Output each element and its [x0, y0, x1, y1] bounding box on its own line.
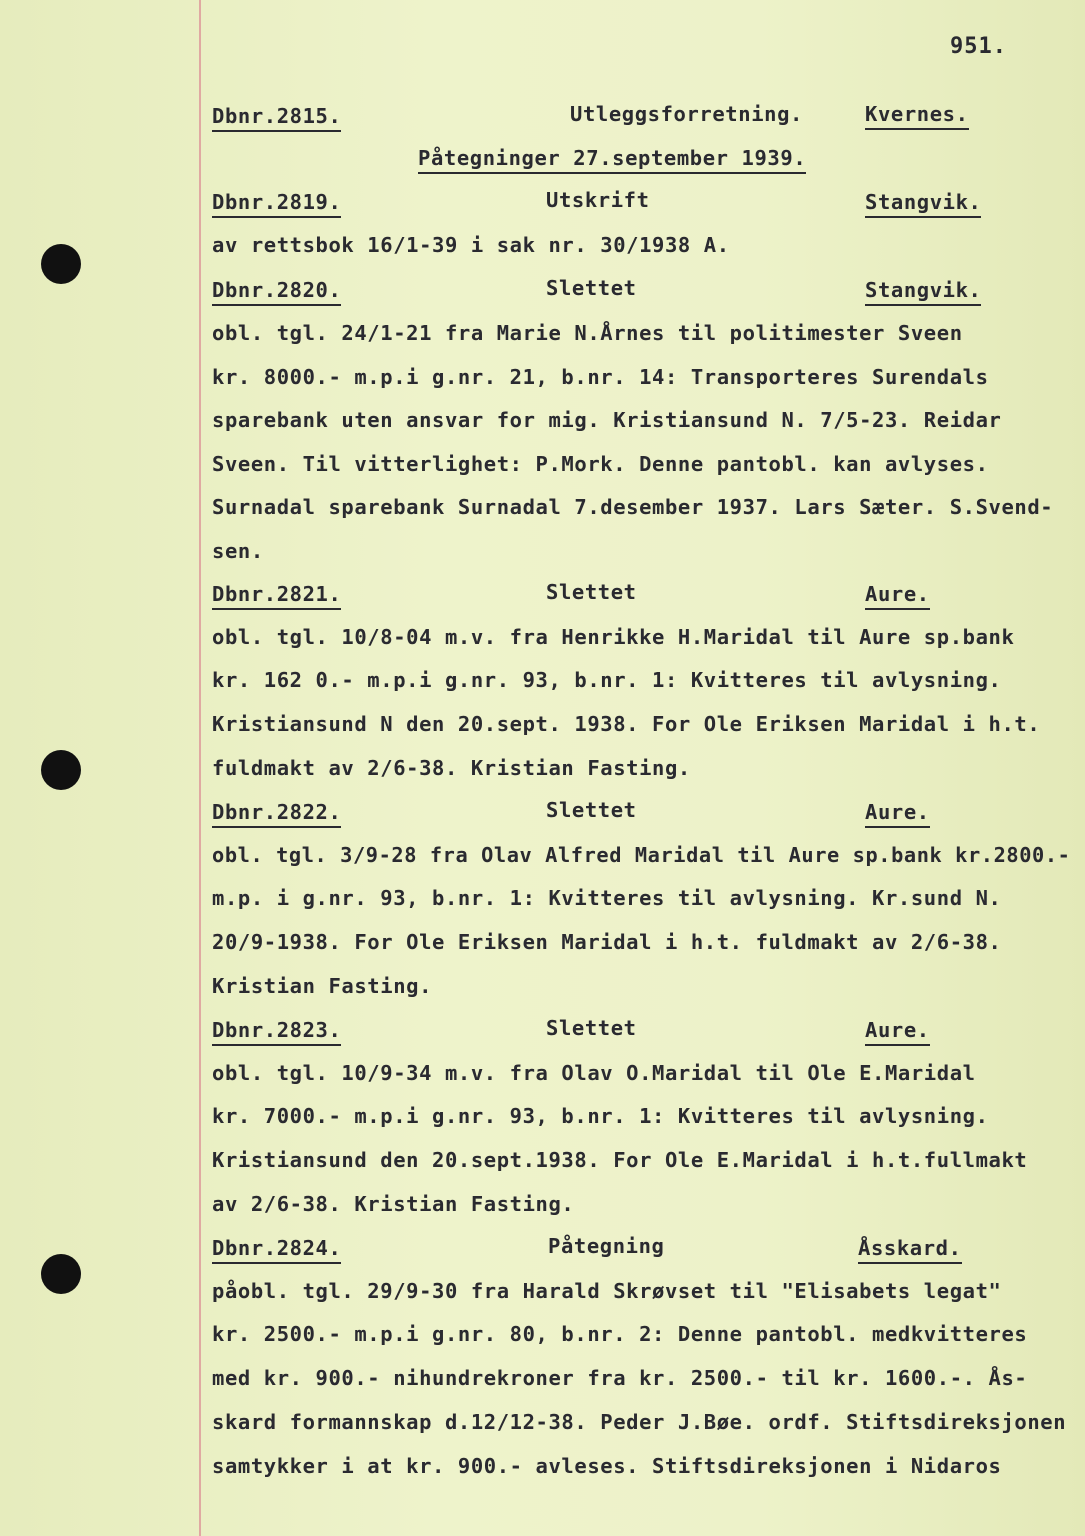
text-line: Surnadal sparebank Surnadal 7.desember 1937. Lars Sæter. S.Svend-: [212, 495, 1054, 519]
text-line: kr. 162 0.- m.p.i g.nr. 93, b.nr. 1: Kvitteres til avlysning.: [212, 668, 1002, 692]
text-line: sen.: [212, 539, 264, 563]
text-line: Kristian Fasting.: [212, 974, 433, 998]
text-line: Kristiansund N den 20.sept. 1938. For Ole Eriksen Maridal i h.t.: [212, 712, 1041, 736]
entry-place: Aure.: [865, 800, 930, 828]
text-line: obl. tgl. 10/9-34 m.v. fra Olav O.Maridal til Ole E.Maridal: [212, 1061, 976, 1085]
entry-dbnr: Dbnr.2820.: [212, 278, 341, 306]
entry-type: Slettet: [546, 276, 637, 300]
text-line: Sveen. Til vitterlighet: P.Mork. Denne pantobl. kan avlyses.: [212, 452, 989, 476]
entry-dbnr: Dbnr.2822.: [212, 800, 341, 828]
page-heading: Påtegninger 27.september 1939.: [418, 146, 806, 174]
entry-dbnr: Dbnr.2824.: [212, 1236, 341, 1264]
text-line: obl. tgl. 3/9-28 fra Olav Alfred Maridal til Aure sp.bank kr.2800.-: [212, 843, 1071, 867]
text-line: kr. 2500.- m.p.i g.nr. 80, b.nr. 2: Denne pantobl. medkvitteres: [212, 1322, 1028, 1346]
text-line: samtykker i at kr. 900.- avleses. Stiftsdireksjonen i Nidaros: [212, 1454, 1002, 1478]
entry-type: Utleggsforretning.: [570, 102, 803, 126]
entry-type: Slettet: [546, 798, 637, 822]
text-line: Kristiansund den 20.sept.1938. For Ole E.Maridal i h.t.fullmakt: [212, 1148, 1028, 1172]
text-line: fuldmakt av 2/6-38. Kristian Fasting.: [212, 756, 691, 780]
text-line: m.p. i g.nr. 93, b.nr. 1: Kvitteres til avlysning. Kr.sund N.: [212, 886, 1002, 910]
text-line: kr. 7000.- m.p.i g.nr. 93, b.nr. 1: Kvitteres til avlysning.: [212, 1104, 989, 1128]
margin-line: [199, 0, 201, 1536]
entry-place: Aure.: [865, 1018, 930, 1046]
entry-type: Slettet: [546, 1016, 637, 1040]
text-line: skard formannskap d.12/12-38. Peder J.Bøe. ordf. Stiftsdireksjonen: [212, 1410, 1067, 1434]
entry-dbnr: Dbnr.2819.: [212, 190, 341, 218]
punch-hole: [41, 750, 81, 790]
entry-place: Aure.: [865, 582, 930, 610]
text-line: påobl. tgl. 29/9-30 fra Harald Skrøvset til "Elisabets legat": [212, 1279, 1002, 1303]
punch-hole: [41, 244, 81, 284]
entry-dbnr: Dbnr.2815.: [212, 104, 341, 132]
entry-dbnr: Dbnr.2823.: [212, 1018, 341, 1046]
entry-type: Utskrift: [546, 188, 650, 212]
text-line: obl. tgl. 10/8-04 m.v. fra Henrikke H.Maridal til Aure sp.bank: [212, 625, 1015, 649]
punch-hole: [41, 1254, 81, 1294]
text-line: av rettsbok 16/1-39 i sak nr. 30/1938 A.: [212, 233, 730, 257]
text-line: med kr. 900.- nihundrekroner fra kr. 2500.- til kr. 1600.-. Ås-: [212, 1366, 1028, 1390]
entry-place: Kvernes.: [865, 102, 969, 130]
page-number: 951.: [950, 34, 1007, 59]
text-line: av 2/6-38. Kristian Fasting.: [212, 1192, 575, 1216]
entry-type: Slettet: [546, 580, 637, 604]
entry-place: Stangvik.: [865, 190, 981, 218]
text-line: obl. tgl. 24/1-21 fra Marie N.Årnes til politimester Sveen: [212, 321, 963, 345]
text-line: kr. 8000.- m.p.i g.nr. 21, b.nr. 14: Transporteres Surendals: [212, 365, 989, 389]
entry-place: Stangvik.: [865, 278, 981, 306]
entry-type: Påtegning: [548, 1234, 665, 1258]
entry-place: Åsskard.: [858, 1236, 962, 1264]
text-line: 20/9-1938. For Ole Eriksen Maridal i h.t. fuldmakt av 2/6-38.: [212, 930, 1002, 954]
entry-dbnr: Dbnr.2821.: [212, 582, 341, 610]
text-line: sparebank uten ansvar for mig. Kristiansund N. 7/5-23. Reidar: [212, 408, 1002, 432]
